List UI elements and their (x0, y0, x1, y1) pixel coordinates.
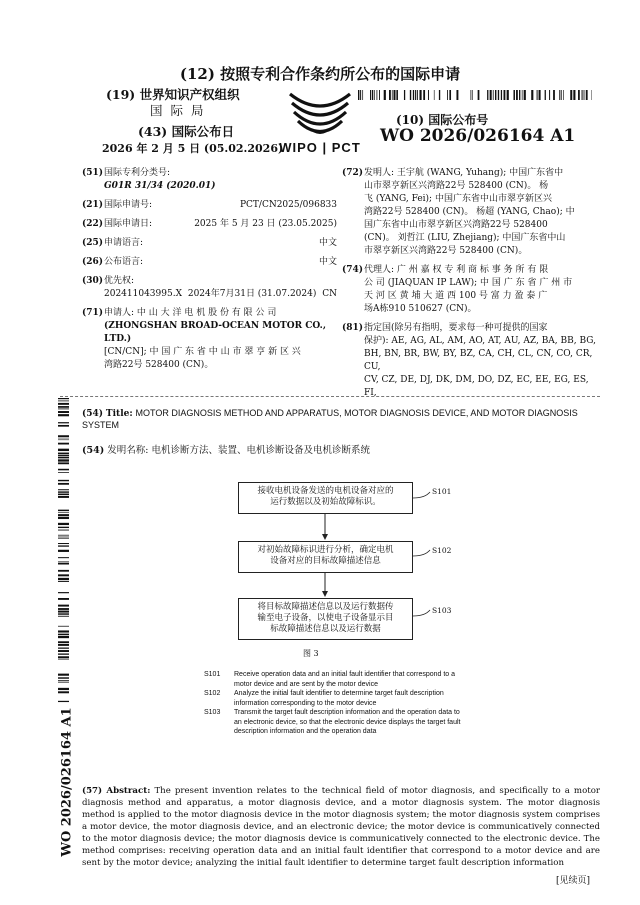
legend-item: S103 Transmit the target fault description information and the operation data to an electronic device, so that the electronic device displays the target fault description information and the operation data (204, 709, 461, 735)
flow-step-s102: 对初始故障标识进行分析，确定电机 设备对应的目标故障描述信息 (238, 541, 413, 573)
title-en: (54) Title: MOTOR DIAGNOSIS METHOD AND APPARATUS, MOTOR DIAGNOSIS DEVICE, AND MOTOR DIAGNOSIS SYSTEM (82, 408, 578, 430)
barcode-icon (358, 90, 592, 100)
biblio-right: (72)发明人: 王宇航 (WANG, Yuhang); 中国广东省中 山市翠亨新区兴湾路22号 528400 (CN)。 杨 飞 (YANG, Fei); 中国广东省中山市翠亨新区兴 湾路22号 528400 (CN)。 杨超 (YANG, Chao); 中 国广东省中山市翠亨新区兴湾路22号 528400 (CN)。 刘哲江 (LIU, Zhejiang); 中国广东省中山 市翠亨新区兴湾路22号 528400 (CN)。 (74)代理人: 广 州 嘉 权 专 利 商 标 事 务 所 有 限 公 司 (JIAQUAN IP LAW); 中 国 广 东 省 广 州 市 天 河 区 黄 埔 大 道 西 100 号 富 力 盈 泰 广 场A栋910 510627 (CN)。 (81)指定国(除另有指明，要求每一种可提供的国家 保护): AE, AG, AL, AM, AO, AT, AU, AZ, BA, BB, BG, BH, BN, BR, BW, BY, BZ, CA, CH, CL, CN, CO, CR, CU, CV, CZ, DE, DJ, DK, DM, DO, DZ, EC, EE, EG, ES, FI, (342, 168, 596, 398)
figure-caption: 图 3 (303, 649, 319, 658)
continued-note: [见续页] (556, 876, 591, 886)
biblio-left: (51)国际专利分类号: G01R 31/34 (2020.01) (21)国际申请号: PCT/CN2025/096833 (22)国际申请日: 2025 年 5 月 23 日 (23.05.2025) (25)申请语言: 中文 (26)公布语言: 中文 (30)优先权: 202411043995.X 2024年7月31日 (31.07.2024) CN (71)申请人: 中 山 大 洋 电 机 股 份 有 限 公 司 (ZHONGSHAN BROAD-OCEAN MOTOR CO., LTD.) [CN/CN]; 中 国 广 东 省 中 山 市 翠 亨 新 区 兴 湾路22号 528400 (CN)。 (82, 168, 337, 370)
section-divider (60, 396, 600, 397)
designated-states: 指定国(除另有指明，要求每一种可提供的国家 (364, 323, 548, 333)
agent: 代理人: 广 州 嘉 权 专 利 商 标 事 务 所 有 限 (364, 265, 549, 275)
side-barcode-icon (58, 398, 69, 710)
figure-legend (204, 670, 504, 737)
legend-item: S101 Receive operation data and an initial fault identifier that correspond to a motor device and are sent by the motor device (204, 671, 456, 688)
org-bureau: 国 际 局 (150, 103, 206, 118)
filing-date: 2025 年 5 月 23 日 (23.05.2025) (194, 219, 337, 229)
pub-no-label: (10) 国际公布号 (396, 113, 489, 127)
leader-s103 (413, 610, 430, 616)
ipc-value: G01R 31/34 (2020.01) (104, 181, 216, 191)
application-number: PCT/CN2025/096833 (239, 200, 337, 210)
leader-s101 (413, 492, 430, 498)
priority-row: 202411043995.X 2024年7月31日 (31.07.2024) CN (104, 289, 337, 299)
inventors: 发明人: 王宇航 (WANG, Yuhang); 中国广东省中 (364, 168, 564, 178)
flow-step-s103: 将目标故障描述信息以及运行数据传 输至电子设备，以使电子设备显示目 标故障描述信息以及运行数据 (238, 598, 413, 640)
abstract: (57) Abstract: The present invention relates to the technical field of motor diagnosis, and specifically to a motor diagnosis method and apparatus, a motor diagnosis device, and a motor diagnosis system. The motor diagnosis method is applied to the motor diagnosis device in the motor diagnosis system; the motor diagnosis system comprises a motor device, the motor diagnosis device, and an electronic device; the motor device is communicatively connected to the motor diagnosis device; the motor diagnosis device is communicatively connected to the electronic device. The method comprises: receiving operation data and an initial fault identifier that correspond to a motor device and are sent by the motor device; analyzing the initial fault identifier to determine target fault description information (82, 786, 600, 868)
leader-s102 (413, 550, 430, 556)
flow-step-s101: 接收电机设备发送的电机设备对应的 运行数据以及初始故障标识。 (238, 482, 413, 514)
flow-connectors (230, 478, 460, 648)
document-title: (12) 按照专利合作条约所公布的国际申请 (179, 65, 461, 83)
label-s102: S102 (432, 546, 452, 555)
label-s101: S101 (432, 487, 452, 496)
label-s103: S103 (432, 606, 452, 615)
title-zh: (54) 发明名称: 电机诊断方法、装置、电机诊断设备及电机诊断系统 (82, 445, 370, 456)
pub-date-label: (43) 国际公布日 (138, 124, 235, 139)
pub-date-value: 2026 年 2 月 5 日 (05.02.2026) (102, 142, 284, 155)
legend-item: S102 Analyze the initial fault identifier to determine target fault description information corresponding to the motor device (204, 690, 444, 707)
pub-no-value: WO 2026/026164 A1 (380, 126, 576, 146)
wipo-pct-wordmark: WIPO | PCT (279, 140, 361, 155)
side-pub-no: WO 2026/026164 A1 (59, 707, 75, 857)
org-name: (19) 世界知识产权组织 (106, 87, 240, 102)
